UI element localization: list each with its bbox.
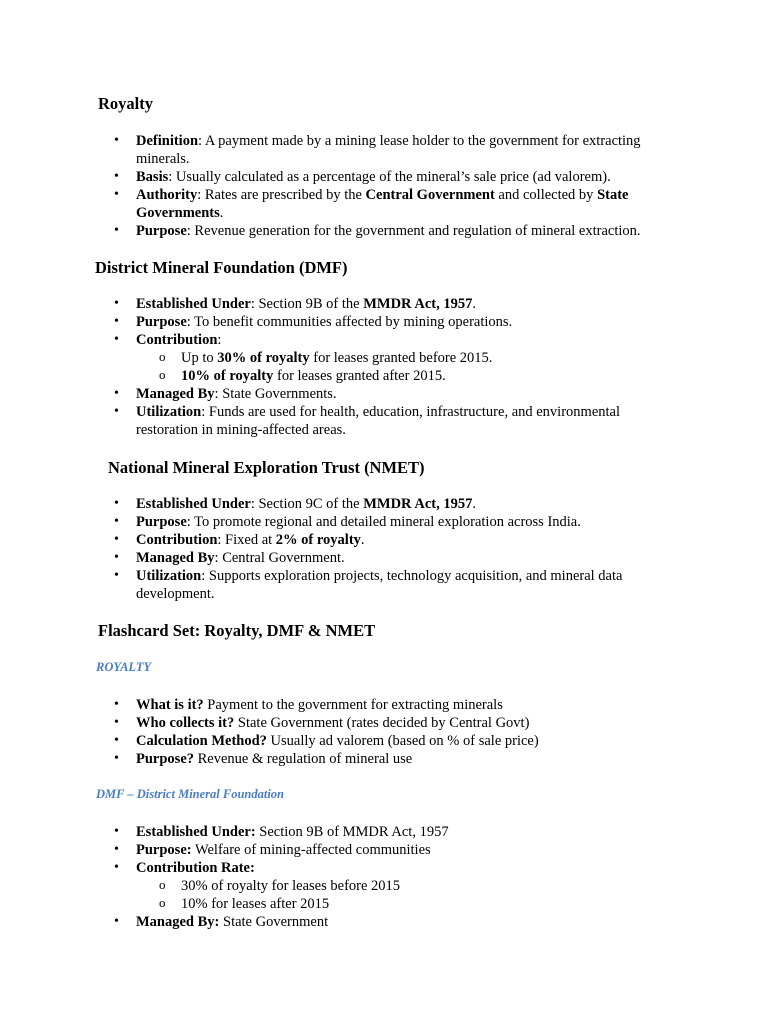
list-item: • Basis: Usually calculated as a percentage of the mineral’s sale price (ad valorem). bbox=[114, 168, 674, 186]
list-item: • Purpose: To promote regional and detailed mineral exploration across India. bbox=[114, 513, 674, 531]
list-item: • Established Under: Section 9B of MMDR Act, 1957 bbox=[114, 823, 674, 841]
flashcard-royalty-list bbox=[114, 696, 674, 768]
dmf-contribution-sublist bbox=[136, 349, 674, 385]
nmet-heading: National Mineral Exploration Trust (NMET) bbox=[108, 458, 425, 477]
dmf-list bbox=[114, 295, 674, 439]
list-item: • Who collects it? State Government (rates decided by Central Govt) bbox=[114, 714, 674, 732]
sub-list-item: o 10% of royalty for leases granted after 2015. bbox=[136, 367, 674, 385]
sub-list-item: o Up to 30% of royalty for leases granted before 2015. bbox=[136, 349, 674, 367]
sub-list-item: o 30% of royalty for leases before 2015 bbox=[136, 877, 674, 895]
list-item: • Definition: A payment made by a mining lease holder to the government for extracting minerals. bbox=[114, 132, 674, 168]
list-item: • Utilization: Supports exploration projects, technology acquisition, and mineral data development. bbox=[114, 567, 674, 603]
list-item: • Purpose: To benefit communities affected by mining operations. bbox=[114, 313, 674, 331]
list-item: • Utilization: Funds are used for health, education, infrastructure, and environmental restoration in mining-affected areas. bbox=[114, 403, 674, 439]
flashcard-dmf-rate-sublist bbox=[136, 877, 674, 913]
nmet-list bbox=[114, 495, 674, 603]
list-item: • Established Under: Section 9B of the MMDR Act, 1957. bbox=[114, 295, 674, 313]
list-item: • Contribution Rate: o 30% of royalty for leases before 2015 o 10% for leases after 2015 bbox=[114, 859, 674, 913]
list-item: • Contribution: o Up to 30% of royalty for leases granted before 2015. o 10% of royalty for leases granted after 2015. bbox=[114, 331, 674, 385]
list-item: • Authority: Rates are prescribed by the Central Government and collected by State Governments. bbox=[114, 186, 674, 222]
flashcard-royalty-subheading: ROYALTY bbox=[96, 660, 152, 674]
list-item: • Purpose: Welfare of mining-affected communities bbox=[114, 841, 674, 859]
dmf-heading: District Mineral Foundation (DMF) bbox=[95, 258, 348, 277]
list-item: • Established Under: Section 9C of the MMDR Act, 1957. bbox=[114, 495, 674, 513]
sub-list-item: o 10% for leases after 2015 bbox=[136, 895, 674, 913]
list-item: • Calculation Method? Usually ad valorem (based on % of sale price) bbox=[114, 732, 674, 750]
royalty-heading: Royalty bbox=[98, 94, 153, 113]
list-item: • Managed By: Central Government. bbox=[114, 549, 674, 567]
list-item: • Managed By: State Governments. bbox=[114, 385, 674, 403]
flashcard-dmf-subheading: DMF – District Mineral Foundation bbox=[96, 787, 285, 801]
flashcard-dmf-list bbox=[114, 823, 674, 931]
list-item: • Purpose: Revenue generation for the government and regulation of mineral extraction. bbox=[114, 222, 674, 240]
list-item: • Purpose? Revenue & regulation of mineral use bbox=[114, 750, 674, 768]
list-item: • What is it? Payment to the government for extracting minerals bbox=[114, 696, 674, 714]
royalty-list bbox=[114, 132, 674, 240]
flashcard-heading: Flashcard Set: Royalty, DMF & NMET bbox=[98, 621, 376, 640]
list-item: • Contribution: Fixed at 2% of royalty. bbox=[114, 531, 674, 549]
list-item: • Managed By: State Government bbox=[114, 913, 674, 931]
